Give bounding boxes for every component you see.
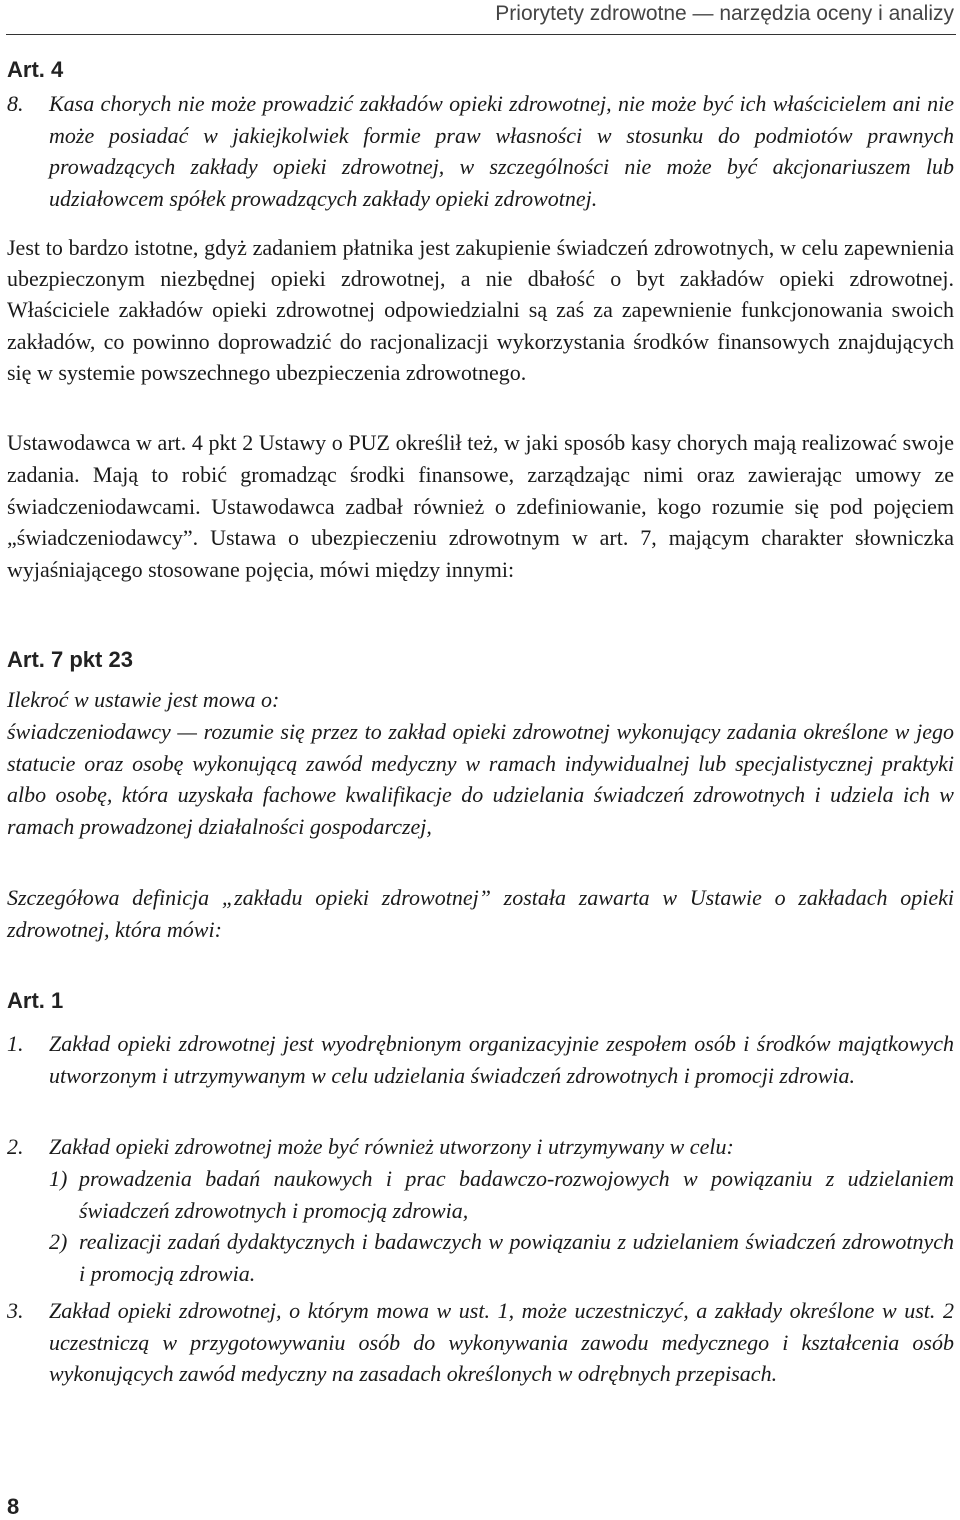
art1-item-2-text: Zakład opieki zdrowotnej może być również utworzony i utrzymywany w celu: <box>49 1134 734 1159</box>
art7-definition: świadczeniodawcy — rozumie się przez to zakład opieki zdrowotnej wykonujący zadania określone w jego statucie oraz osobę wykonującą zawód medyczny w ramach indywidualnej lub specjalistycznej praktyki albo osobę, która uzyskała fachowe kwalifikacje do udzielania świadczeń zdrowotnych i udziela ich w ramach prowadzonej działalności gospodarczej, <box>7 719 954 839</box>
art7-heading: Art. 7 pkt 23 <box>7 647 133 672</box>
art1-item-2-number: 2. <box>7 1134 24 1159</box>
page-number: 8 <box>7 1494 20 1519</box>
art1-subitem-2 <box>49 1226 954 1289</box>
running-header: Priorytety zdrowotne — narzędzia oceny i analizy <box>495 2 954 25</box>
art1-item-3-number: 3. <box>7 1298 24 1323</box>
paragraph-definition-intro: Szczegółowa definicja „zakładu opieki zdrowotnej” została zawarta w Ustawie o zakładach opieki zdrowotnej, która mówi: <box>7 885 954 942</box>
art1-subitem-1-text: prowadzenia badań naukowych i prac badawczo-rozwojowych w powiązaniu z udzielaniem świadczeń zdrowotnych i promocją zdrowia, <box>79 1166 954 1223</box>
art4-heading: Art. 4 <box>7 57 64 82</box>
paragraph-payer: Jest to bardzo istotne, gdyż zadaniem płatnika jest zakupienie świadczeń zdrowotnych, w celu zapewnienia ubezpieczonym niezbędnej opieki zdrowotnej, a nie dbałość o byt zakładów opieki zdrowotnej. Właściciele zakładów opieki zdrowotnej odpowiedzialni są zaś za zapewnienie funkcjonowania swoich zakładów, co powinno doprowadzić do racjonalizacji wykorzystania środków finansowych znajdujących się w systemie powszechnego ubezpieczenia zdrowotnego. <box>7 235 954 385</box>
art1-subitem-2-number: 2) <box>49 1229 68 1254</box>
art1-subitem-1 <box>49 1163 954 1226</box>
art1-heading: Art. 1 <box>7 988 64 1013</box>
art1-item-3 <box>7 1295 954 1390</box>
art1-subitem-1-number: 1) <box>49 1166 68 1191</box>
art1-item-2 <box>7 1131 954 1163</box>
paragraph-legislator: Ustawodawca w art. 4 pkt 2 Ustawy o PUZ określił też, w jaki sposób kasy chorych mają realizować swoje zadania. Mają to robić gromadząc środki finansowe, zarządzając nimi oraz zawierając umowy ze świadczeniodawcami. Ustawodawca zadbał również o zdefiniowanie, kogo rozumie się pod pojęciem „świadczeniodawcy”. Ustawa o ubezpieczeniu zdrowotnym w art. 7, mającym charakter słowniczka wyjaśniającego stosowane pojęcia, mówi między innymi: <box>7 430 954 583</box>
art4-item-text: Kasa chorych nie może prowadzić zakładów opieki zdrowotnej, nie może być ich właścicielem ani nie może posiadać w jakiejkolwiek formie praw własności w stosunku do podmiotów prawnych prowadzących zakłady opieki zdrowotnej, w szczególności nie może być akcjonariuszem lub udziałowcem spółek prowadzących zakłady opieki zdrowotnej. <box>49 91 954 211</box>
art1-subitems <box>7 1163 954 1289</box>
art1-item-1-number: 1. <box>7 1031 24 1056</box>
header-rule <box>6 34 956 35</box>
art4-item-number: 8. <box>7 91 24 116</box>
art1-item-1 <box>7 1028 954 1091</box>
art1-item-3-text: Zakład opieki zdrowotnej, o którym mowa w ust. 1, może uczestniczyć, a zakłady określone w ust. 2 uczestniczą w przygotowywaniu osób do wykonywania zawodu medycznego i kształcenia osób wykonujących zawód medyczny na zasadach określonych w odrębnych przepisach. <box>49 1298 954 1386</box>
art4-item <box>7 88 954 214</box>
art1-subitem-2-text: realizacji zadań dydaktycznych i badawczych w powiązaniu z udzielaniem świadczeń zdrowotnych i promocją zdrowia. <box>79 1229 954 1286</box>
art1-item-1-text: Zakład opieki zdrowotnej jest wyodrębnionym organizacyjnie zespołem osób i środków majątkowych utworzonym i utrzymywanym w celu udzielania świadczeń zdrowotnych i promocji zdrowia. <box>49 1031 954 1088</box>
art7-intro: Ilekroć w ustawie jest mowa o: <box>7 687 280 712</box>
